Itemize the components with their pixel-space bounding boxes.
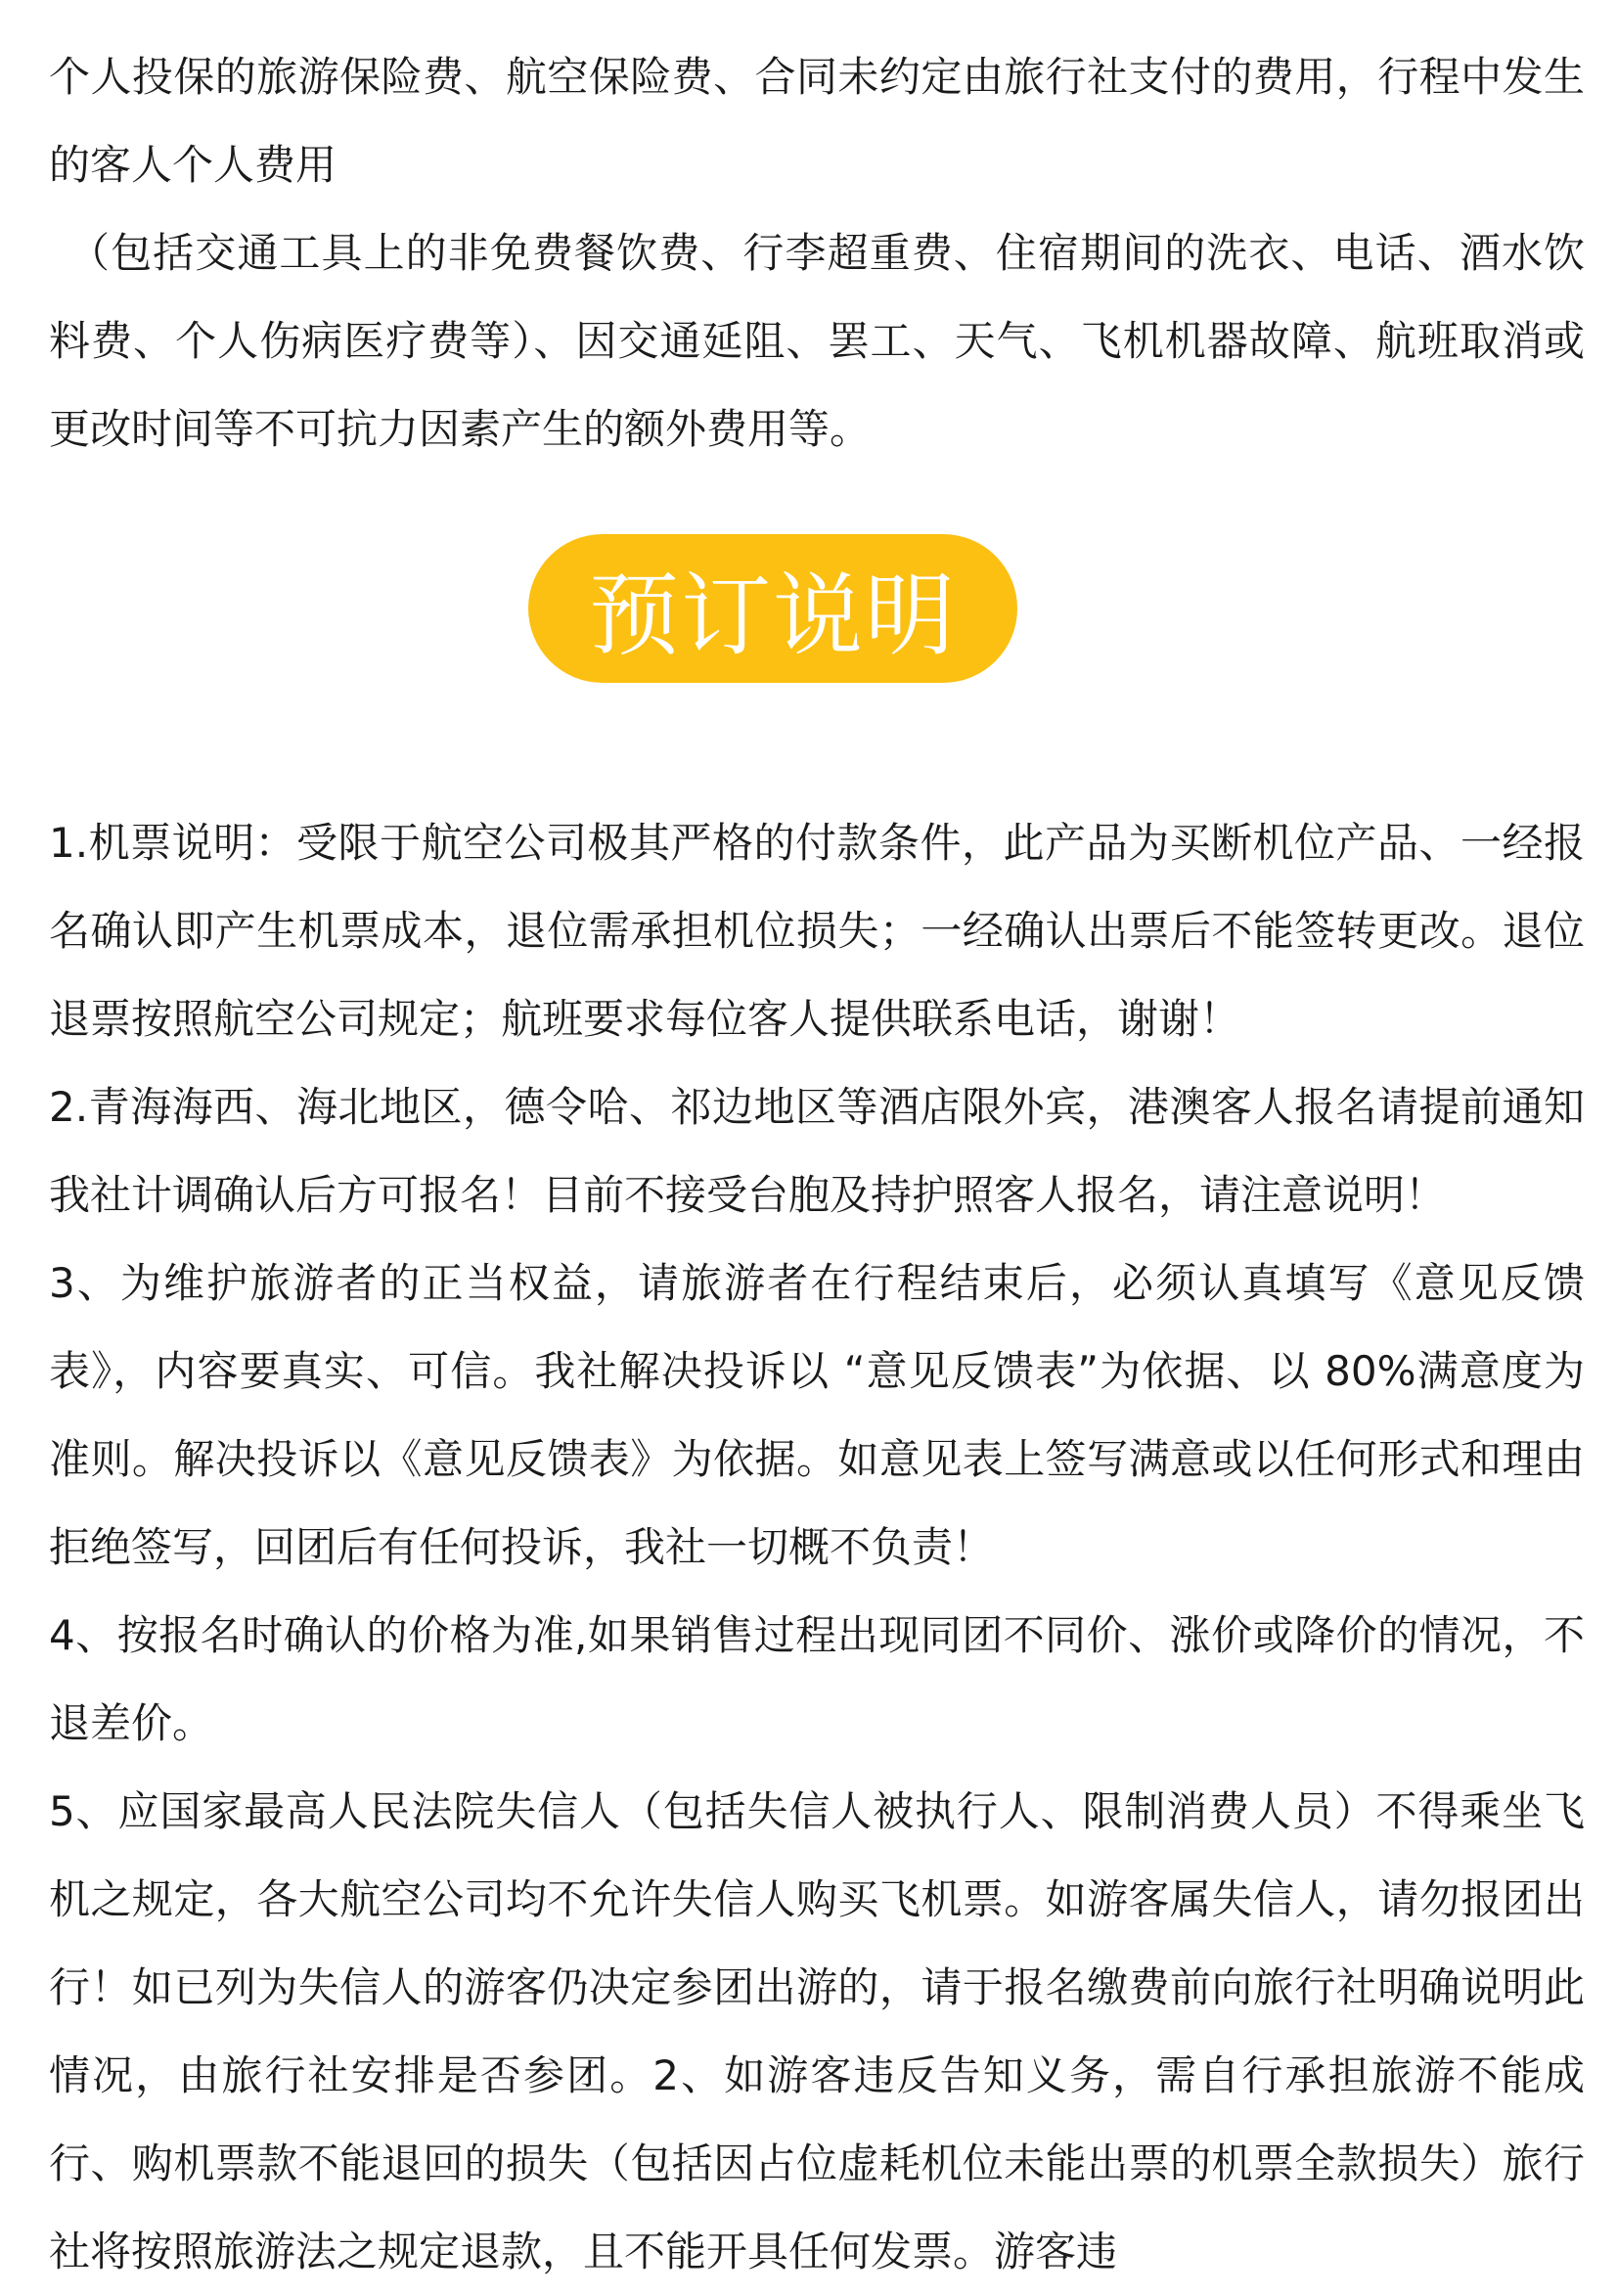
booking-note-item: 4、按报名时确认的价格为准,如果销售过程出现同团不同价、涨价或降价的情况，不退差价。 xyxy=(49,1611,1585,1747)
booking-note-item: 2.青海海西、海北地区，德令哈、祁边地区等酒店限外宾，港澳客人报名请提前通知我社计调确认后方可报名！目前不接受台胞及持护照客人报名，请注意说明！ xyxy=(49,1083,1585,1219)
booking-notes-section xyxy=(49,799,1585,2296)
section-banner xyxy=(528,534,1017,683)
booking-note-item: 3、为维护旅游者的正当权益，请旅游者在行程结束后，必须认真填写《意见反馈表》，内容要真实、可信。我社解决投诉以 “意见反馈表”为依据、以 80%满意度为准则。解决投诉以《意见反馈表》为依据。如意见表上签写满意或以任何形式和理由拒绝签写，回团后有任何投诉，我社一切概不负责！ xyxy=(49,1259,1585,1571)
intro-paragraph: （包括交通工具上的非免费餐饮费、行李超重费、住宿期间的洗衣、电话、酒水饮料费、个人伤病医疗费等）、因交通延阻、罢工、天气、飞机机器故障、航班取消或更改时间等不可抗力因素产生的额外费用等。 xyxy=(49,229,1585,453)
booking-note-item: 1.机票说明：受限于航空公司极其严格的付款条件，此产品为买断机位产品、一经报名确认即产生机票成本，退位需承担机位损失；一经确认出票后不能签转更改。退位退票按照航空公司规定；航班要求每位客人提供联系电话，谢谢！ xyxy=(49,819,1585,1043)
intro-paragraph: 个人投保的旅游保险费、航空保险费、合同未约定由旅行社支付的费用，行程中发生的客人个人费用 xyxy=(49,53,1585,189)
section-title: 预订说明 xyxy=(588,563,957,668)
booking-note-item: 5、应国家最高人民法院失信人（包括失信人被执行人、限制消费人员）不得乘坐飞机之规定，各大航空公司均不允许失信人购买飞机票。如游客属失信人，请勿报团出行！如已列为失信人的游客仍决定参团出游的，请于报名缴费前向旅行社明确说明此情况，由旅行社安排是否参团。2、如游客违反告知义务，需自行承担旅游不能成行、购机票款不能退回的损失（包括因占位虚耗机位未能出票的机票全款损失）旅行社将按照旅游法之规定退款，且不能开具任何发票。游客违 xyxy=(49,1787,1585,2275)
fee-exclusions-section xyxy=(49,33,1585,473)
